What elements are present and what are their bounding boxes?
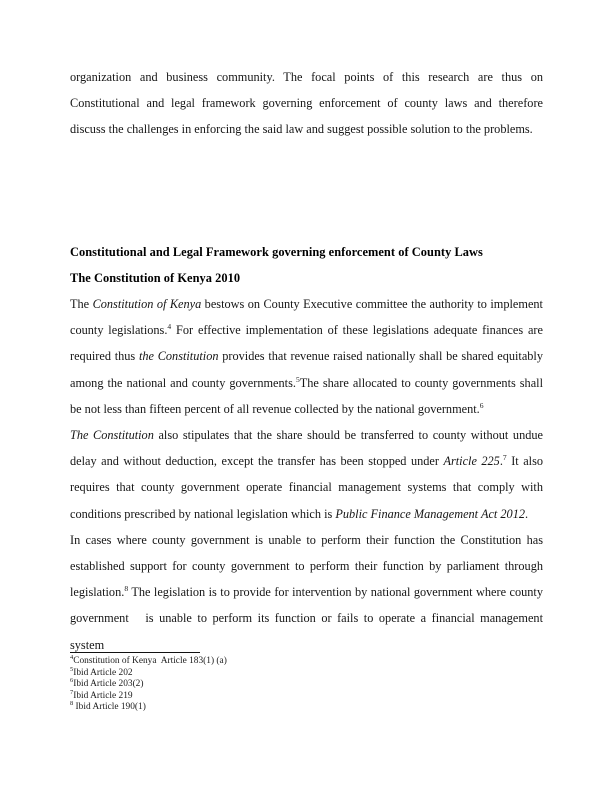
footnote-marker: 5 [70,665,74,673]
text-run: bestows on County Executive committee the authority to implement county legislations. [70,297,543,338]
footnote-text: Ibid Article 203(2) [73,679,144,690]
footnote-marker: 4 [70,653,74,661]
text-run: also stipulates that the share should be transferred to county without undue delay and without deduction, except the transfer has been stopped under [70,428,543,469]
text-run: . [499,454,503,469]
italic-the-constitution-2: The Constitution [70,428,154,443]
page-text-column [70,64,543,658]
text-run: For effective implementation of these legislations adequate finances are required thus [70,323,543,364]
footnote-list [70,653,543,714]
footnote-text: Constitution of Kenya Article 183(1) (a) [73,656,227,666]
footnote-text: Ibid Article 190(1) [73,702,146,713]
footnote-separator-rule [70,652,200,653]
footnote-item [70,653,543,668]
paragraph-intro: organization and business community. The focal points of this research are thus on Constitutional and legal framework governing enforcement of county laws and therefore discuss the challenges in enforcing the said law and suggest possible solution to the problems. [70,70,543,137]
footnote-item [70,702,543,714]
text-gap [129,611,146,625]
footnote-item [70,665,543,680]
footnote-ref-6[interactable]: 6 [479,400,484,410]
subsection-heading: The Constitution of Kenya 2010 [70,270,241,285]
footnote-text: Ibid Article 219 [73,690,133,701]
italic-the-constitution: the Constitution [138,349,219,364]
footnote-ref-8[interactable]: 8 [124,584,129,594]
italic-article-225: Article 225 [443,454,500,469]
section-spacer [70,143,543,239]
footnote-marker: 8 [70,700,74,708]
text-run: provides that revenue raised nationally shall be shared equitably among the national and county governments. [70,349,544,390]
text-run: is unable to perform its function or fails to operate a financial management system [70,611,543,652]
footnote-marker: 6 [70,677,74,685]
footnote-marker: 7 [70,688,74,696]
paragraph-constitution-authority [70,291,543,422]
section-heading: Constitutional and Legal Framework governing enforcement of County Laws [70,244,483,259]
italic-public-finance-management-act: Public Finance Management Act 2012 [335,506,526,521]
footnote-ref-7[interactable]: 7 [502,453,507,463]
text-run: The legislation is to provide for intervention by national government where county government [70,585,543,626]
footnote-text: Ibid Article 202 [73,667,133,678]
footnote-item [70,679,543,691]
paragraph-transfer-share [70,422,543,527]
text-run: The share allocated to county governments shall be not less than fifteen percent of all revenue collected by the national government. [70,375,543,416]
footnote-item [70,688,543,703]
footnote-ref-4[interactable]: 4 [167,322,172,332]
text-run: In cases where county government is unable to perform their function the Constitution has established support for county government to perform their function by parliament through legislation. [70,532,543,600]
italic-constitution-of-kenya: Constitution of Kenya [92,297,202,312]
footnote-ref-5[interactable]: 5 [295,374,300,384]
footnote-area [70,652,543,714]
text-run: It also requires that county government operate financial management systems that comply with conditions prescribed by national legislation which is [70,454,544,521]
text-run: . [525,506,529,521]
paragraph-intervention [70,527,543,658]
text-run: The [70,297,93,312]
